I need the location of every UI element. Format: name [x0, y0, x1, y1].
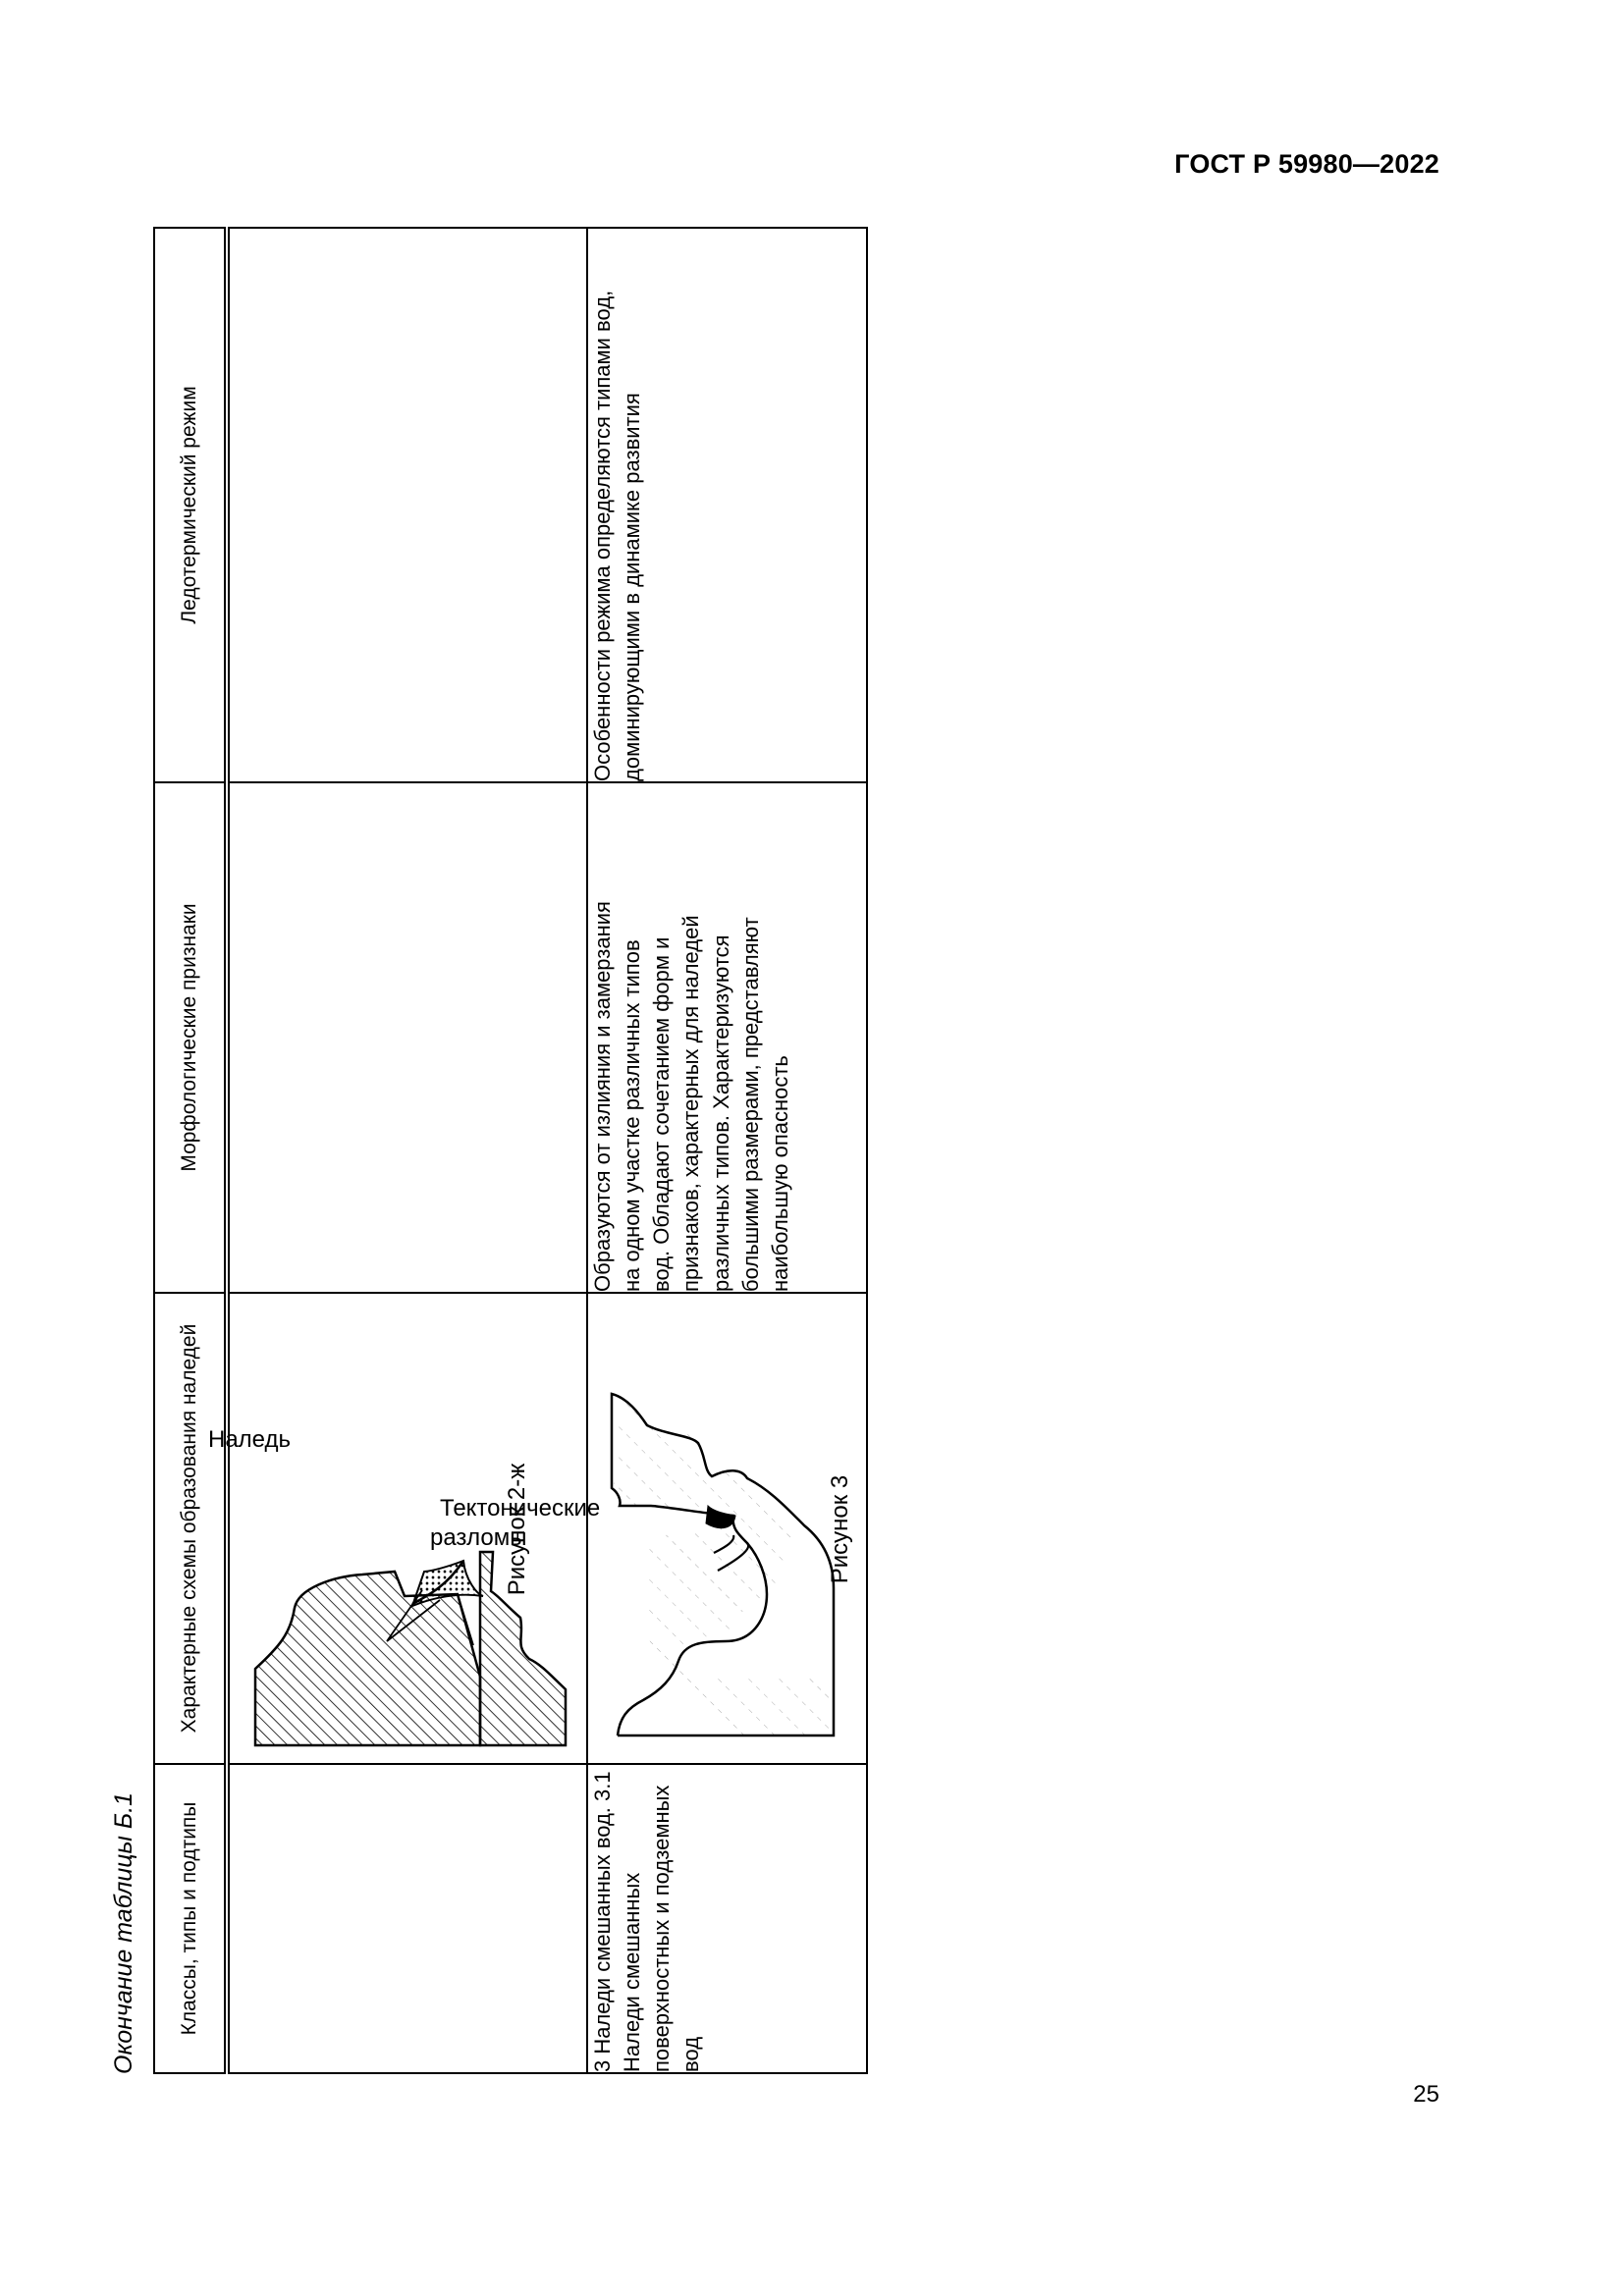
figure-label-naled: Наледь [207, 1426, 291, 1453]
regime-line: Особенности режима определяются типами вод, [590, 290, 615, 781]
cell-regime-mixed-waters [587, 228, 867, 782]
rotated-table-block [110, 229, 871, 2074]
table-row [227, 228, 587, 2073]
morphology-line: различных типов. Характеризуются [708, 934, 733, 1292]
page-number: 25 [1413, 2081, 1439, 2108]
column-header-morphology: Морфологические признаки [154, 782, 227, 1293]
morphology-line: Образуются от излияния и замерзания [590, 901, 615, 1292]
regime-line: доминирующими в динамике развития [620, 393, 645, 781]
rock-mass-left [255, 1572, 480, 1745]
morphology-line: вод. Обладают сочетанием форм и [649, 936, 675, 1292]
cell-class-mixed-waters [587, 1764, 867, 2073]
cell-morphology-mixed-waters [587, 782, 867, 1293]
column-header-schemes: Характерные схемы образования наледей [154, 1293, 227, 1764]
cell-morphology-empty [227, 782, 587, 1293]
figure-label-faults-line1: Тектонические [440, 1495, 601, 1522]
valley-section-body [614, 1394, 834, 1735]
figure-caption-2zh: Рисунок 2-ж [504, 1463, 530, 1596]
cell-figure-2zh [207, 1293, 601, 1764]
morphology-line: на одном участке различных типов [620, 939, 645, 1292]
figure-label-faults-line2: разломы [430, 1524, 527, 1551]
cell-regime-empty [227, 228, 587, 782]
column-header-regime: Ледотермический режим [154, 228, 227, 782]
standard-code: ГОСТ Р 59980—2022 [1174, 149, 1439, 179]
cell-figure-3 [587, 1293, 867, 1764]
figure-3-diagram [588, 1296, 864, 1763]
column-header-classes: Классы, типы и подтипы [154, 1764, 227, 2073]
cell-class-empty [227, 1764, 587, 2073]
figure-2zh-diagram [207, 1296, 601, 1763]
class-line: 3 Наледи смешанных вод. [590, 1807, 615, 2072]
class-line: поверхностных и [649, 1901, 675, 2072]
morphology-line: признаков, характерных для наледей [678, 915, 704, 1292]
figure-caption-3: Рисунок 3 [827, 1474, 853, 1584]
morphology-line: большими размерами, представляют [737, 917, 763, 1292]
morphology-line: наибольшую опасность [767, 1055, 792, 1292]
class-line: 3.1 Наледи смешанных [590, 1771, 645, 2072]
class-line: подземных вод [649, 1785, 704, 2072]
naled-classification-table [153, 227, 868, 2074]
table-header-row [154, 228, 227, 2073]
table-row [587, 228, 867, 2073]
table-caption: Окончание таблицы Б.1 [110, 1792, 137, 2074]
